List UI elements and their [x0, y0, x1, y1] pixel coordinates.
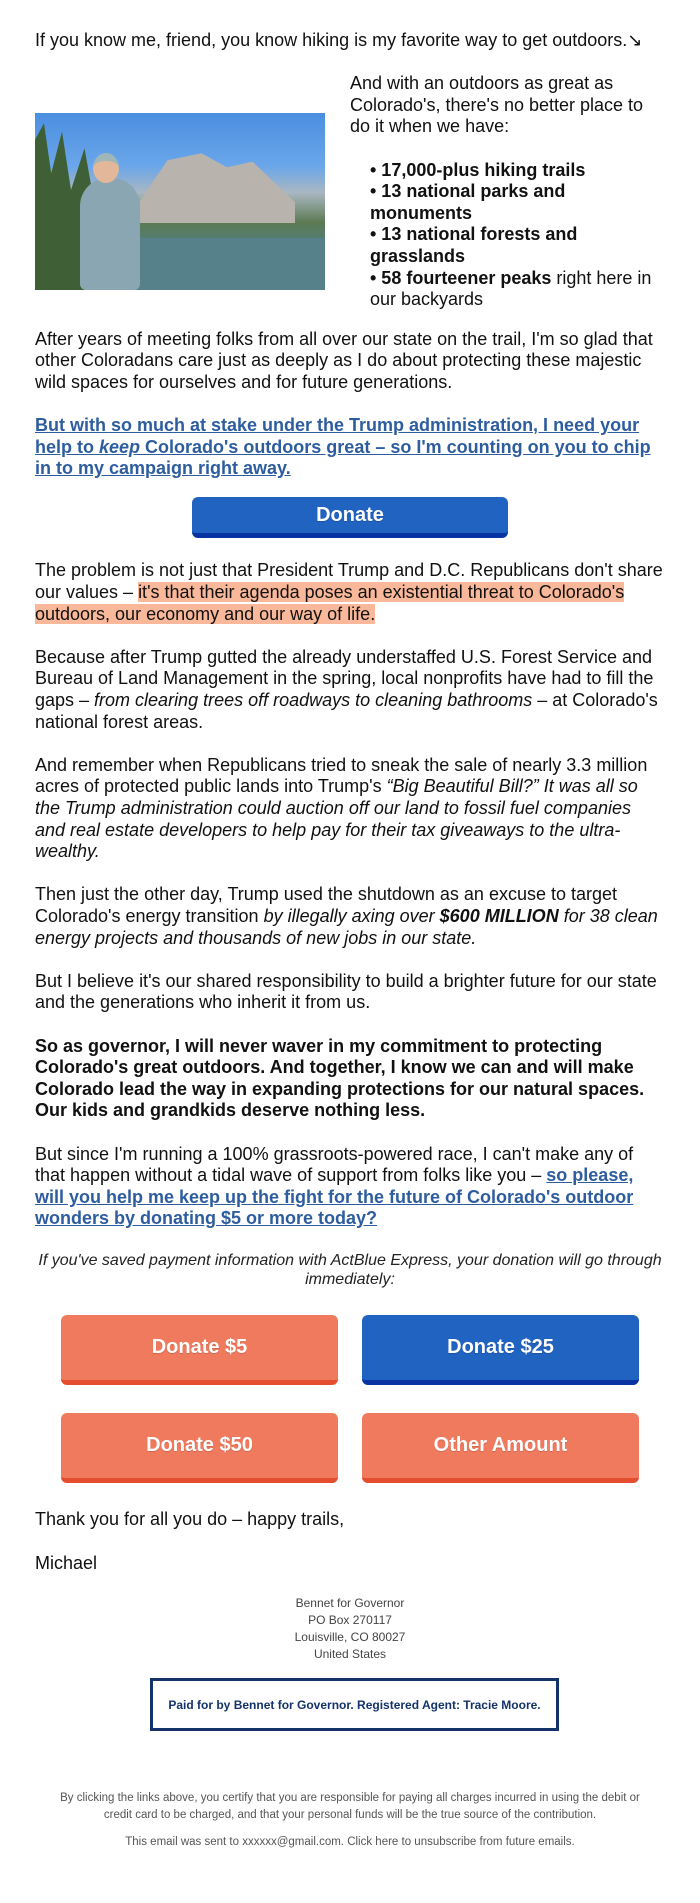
sent-to-line: This email was sent to xxxxxx@gmail.com. Click here to unsubscribe from future emails. — [125, 1836, 575, 1848]
mailing-address: Bennet for Governor PO Box 270117 Louisville, CO 80027 United States — [294, 1596, 406, 1661]
certification-text: By clicking the links above, you certify that you are responsible for paying all charges incurred in using the debit or credit card to be charged, and that your personal funds will be the true source of the contribution. — [60, 1792, 640, 1821]
paragraph-forest-service: Because after Trump gutted the already understaffed U.S. Forest Service and Bureau of Land Management in the spring, local nonprofits have had to fill the gaps – from clearing trees off roadways to cleaning bathrooms – at Colorado's national forest areas. — [35, 646, 658, 732]
highlighted-text: it's that their agenda poses an existential threat to Colorado's outdoors, our economy and our way of life. — [35, 582, 625, 624]
signature: Michael — [35, 1552, 98, 1573]
stats-item: • 13 national forests and grasslands — [370, 224, 578, 266]
paragraph-trail: After years of meeting folks from all over our state on the trail, I'm so glad that other Coloradans care just as deeply as I do about protecting these majestic wild spaces for ourselves and for future generations. — [35, 328, 653, 392]
donation-buttons — [35, 1315, 665, 1483]
donate-25-button[interactable]: Donate $25 — [362, 1315, 639, 1385]
arrow-down-right-icon: ↘ — [627, 30, 643, 50]
stats-item: • 58 fourteener peaks right here in our backyards — [370, 267, 652, 310]
opening-line: If you know me, friend, you know hiking is my favorite way to get outdoors.↘ — [35, 30, 643, 50]
paragraph-public-lands: And remember when Republicans tried to sneak the sale of nearly 3.3 million acres of protected public lands into Trump's “Big Beautiful Bill?” It was all so the Trump administration could auction off our land to fossil fuel companies and real estate developers to help pay for their tax giveaways to the ultra-wealthy. — [35, 754, 648, 862]
unsubscribe-link[interactable]: Click here to unsubscribe from future emails. — [347, 1836, 575, 1848]
intro-text — [350, 73, 660, 311]
donate-50-button[interactable]: Donate $50 — [61, 1413, 338, 1483]
paragraph-responsibility: But I believe it's our shared responsibility to build a brighter future for our state and the generations who inherit it from us. — [35, 970, 657, 1013]
lake-shape — [135, 238, 325, 290]
legal-footer — [0, 1790, 700, 1861]
intro-lead: And with an outdoors as great as Colorado's, there's no better place to do it when we have: — [350, 73, 644, 137]
donate-button[interactable]: Donate — [192, 497, 508, 538]
recipient-email: xxxxxx@gmail.com — [242, 1836, 341, 1848]
paragraph-energy: Then just the other day, Trump used the shutdown as an excuse to target Colorado's energy transition by illegally axing over $600 MILLION for 38 clean energy projects and thousands of new jobs in our state. — [35, 884, 658, 948]
mountain-shape — [125, 153, 295, 223]
hiker-head-shape — [93, 153, 119, 183]
intro-section — [35, 73, 665, 311]
paragraph-threat: The problem is not just that President Trump and D.C. Republicans don't share our values – it's that their agenda poses an existential threat to Colorado's outdoors, our economy and our way of life. — [35, 560, 663, 624]
paragraph-ask: But since I'm running a 100% grassroots-powered race, I can't make any of that happen without a tidal wave of support from folks like you – so please, will you help me keep up the fight for the future of Colorado's outdoor wonders by donating $5 or more today? — [35, 1143, 634, 1229]
donate-5-link[interactable]: so please, will you help me keep up the fight for the future of Colorado's outdoor wonders by donating $5 or more today? — [35, 1165, 634, 1229]
stats-list — [350, 160, 660, 311]
hiker-shape — [80, 178, 140, 290]
donate-cta — [35, 497, 665, 538]
paid-for-disclaimer: Paid for by Bennet for Governor. Registered Agent: Tracie Moore. — [150, 1678, 559, 1731]
email-body — [35, 30, 665, 1596]
hiking-photo — [35, 113, 325, 290]
closing-thanks: Thank you for all you do – happy trails, — [35, 1509, 345, 1530]
other-amount-button[interactable]: Other Amount — [362, 1413, 639, 1483]
stats-item: • 17,000-plus hiking trails — [370, 159, 586, 180]
stats-item: • 13 national parks and monuments — [370, 181, 566, 223]
chip-in-link[interactable]: But with so much at stake under the Trump administration, I need your help to keep Colorado's outdoors great – so I'm counting on you to chip in to my campaign right away. — [35, 415, 651, 479]
cta-link-paragraph — [35, 415, 665, 480]
actblue-express-note: If you've saved payment information with ActBlue Express, your donation will go through immediately: — [38, 1252, 662, 1289]
donate-5-button[interactable]: Donate $5 — [61, 1315, 338, 1385]
paragraph-commitment: So as governor, I will never waver in my commitment to protecting Colorado's great outdoors. And together, I know we can and will make Colorado lead the way in expanding protections for our natural spaces. Our kids and grandkids deserve nothing less. — [35, 1035, 645, 1121]
